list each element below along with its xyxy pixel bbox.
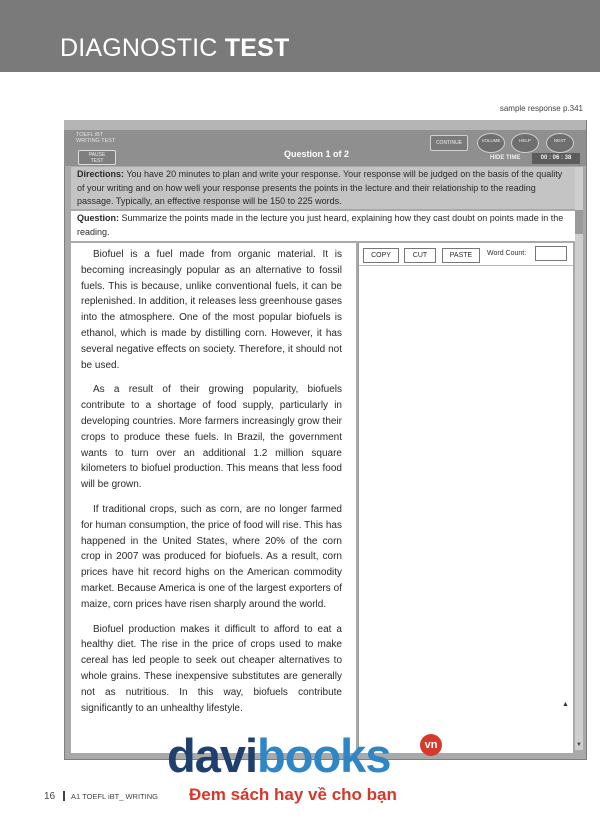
response-textarea[interactable]: [363, 269, 559, 747]
book-title: A1 TOEFL iBT_ WRITING: [71, 792, 158, 801]
question-counter: Question 1 of 2: [284, 149, 350, 159]
paste-button[interactable]: PASTE: [442, 248, 480, 263]
word-count-value: [535, 246, 567, 261]
reading-passage: [71, 243, 356, 753]
hide-time-button[interactable]: HIDE TIME: [490, 155, 521, 161]
countdown-timer: 00 : 06 : 38: [532, 153, 580, 164]
watermark-badge: vn: [420, 734, 442, 756]
response-editor: [358, 243, 573, 753]
window-scrollbar-thumb[interactable]: [575, 210, 583, 234]
scroll-up-arrow-icon[interactable]: ▲: [562, 701, 569, 708]
word-count-label: Word Count:: [487, 250, 527, 257]
page-title: DIAGNOSTIC TEST: [60, 34, 290, 62]
passage-paragraph: As a result of their growing popularity, biofuels contribute to a shortage of food supply, particularly in developing countries. More farmers increasingly grow their crops to produce these fuels. In Brazil, the government wants to turn over an additional 1.2 million square kilometers to biofuel production. This means that less food will be grown.: [81, 384, 342, 491]
volume-button[interactable]: VOLUME: [477, 133, 505, 153]
watermark-slogan: Đem sách hay về cho bạn: [189, 785, 397, 804]
help-button[interactable]: HELP: [511, 133, 539, 153]
passage-paragraph: Biofuel is a fuel made from organic material. It is becoming increasingly popular as an alternative to fossil fuels. This is because, unlike conventional fuels, it can be replenished. In addition, it releases less greenhouse gases into the atmosphere. One of the most popular biofuels is ethanol, which is made by distilling corn. However, it has several negative effects on society. Therefore, it should not be used.: [81, 249, 342, 371]
pause-test-button[interactable]: PAUSE TEST: [78, 150, 116, 165]
passage-paragraph: If traditional crops, such as corn, are no longer farmed for human consumption, the price of food will rise. This has happened in the United States, where 20% of the corn crop in 2007 was produced for biofuels. As a result, corn prices have hit record highs on the American commodity market. Because America is one of the largest exporters of maize, corn prices have risen sharply around the world.: [81, 503, 342, 610]
passage-paragraph: Biofuel production makes it difficult to afford to eat a healthy diet. The rise in the price of crops used to make cereal has led people to seek out cheaper alternatives to whole grains. These inexpensive substitutes are generally not as nutritious. In this way, biofuels contribute significantly to an unhealthy lifestyle.: [81, 623, 342, 714]
continue-button[interactable]: CONTINUE: [430, 135, 468, 151]
test-toolbar: [64, 120, 586, 166]
next-button[interactable]: NEXT: [546, 133, 574, 153]
question-prompt: Question: Summarize the points made in the lecture you just heard, explaining how they cast doubt on points made in the reading.: [71, 211, 575, 241]
toolbar-top-strip: [64, 120, 586, 130]
copy-button[interactable]: COPY: [363, 248, 399, 263]
scroll-down-arrow-icon[interactable]: ▼: [576, 742, 582, 748]
footer-divider: [63, 791, 65, 801]
cut-button[interactable]: CUT: [404, 248, 436, 263]
editor-divider: [359, 265, 573, 266]
watermark-logo: davibooks: [167, 729, 391, 782]
window-scrollbar[interactable]: [575, 167, 583, 750]
sample-response-reference: sample response p.341: [499, 104, 583, 113]
directions-box: Directions: You have 20 minutes to plan and write your response. Your response will be judged on the basis of the quality of your writing and on how well your response presents the points in the lecture and their relationship to the reading passage. Typically, an effective response will be 150 to 225 words.: [71, 167, 575, 209]
page-number: 16: [44, 791, 56, 802]
app-title: TOEFL iBT WRITING TEST: [76, 132, 116, 144]
